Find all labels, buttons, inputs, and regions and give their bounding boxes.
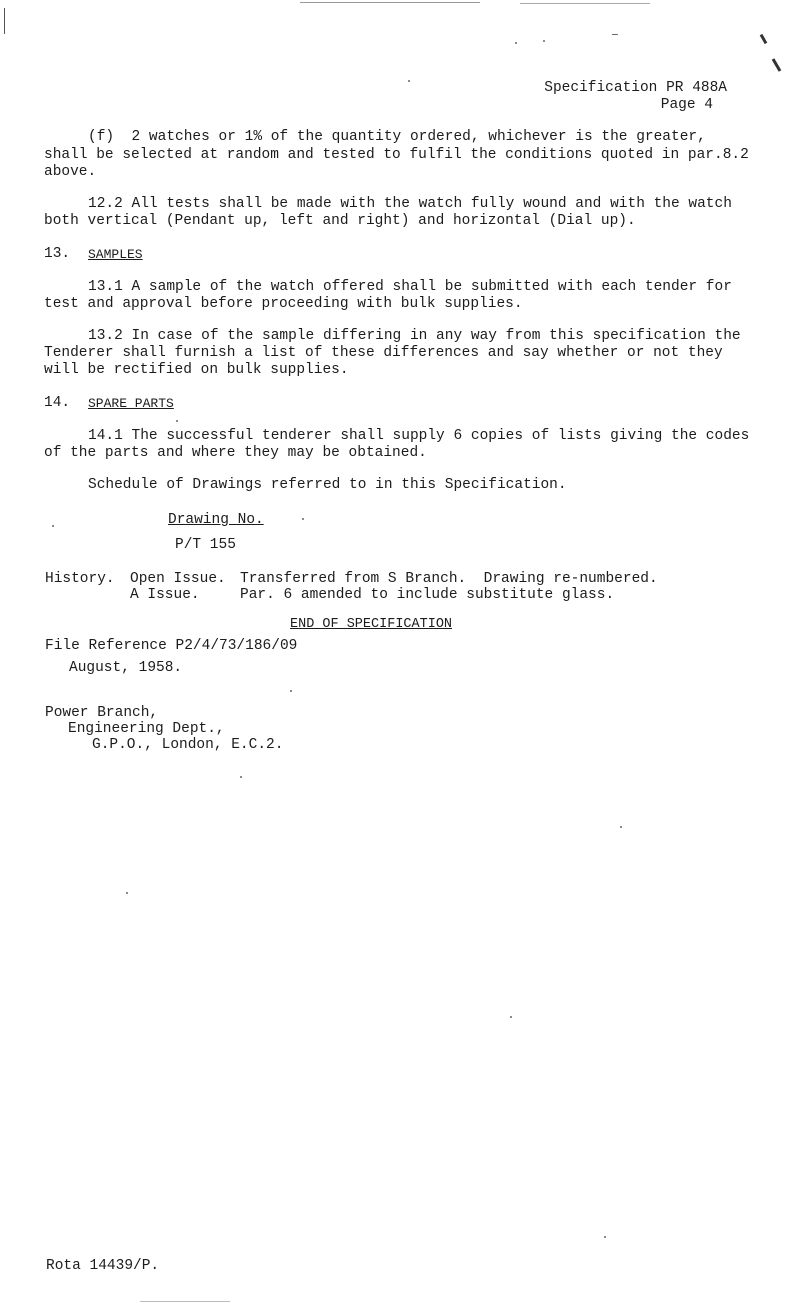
schedule-heading: Schedule of Drawings referred to in this Specification. <box>88 477 567 493</box>
speck <box>126 892 128 894</box>
rota-reference: Rota 14439/P. <box>46 1258 160 1274</box>
text-line: shall be selected at random and tested to fulfil the conditions quoted in par.8.2 <box>44 147 749 163</box>
text-line: above. <box>44 164 97 180</box>
speck <box>52 525 54 527</box>
spec-reference: Specification PR 488A <box>544 80 727 96</box>
address-line: Engineering Dept., <box>68 721 225 737</box>
text-line: 13.2 In case of the sample differing in any way from this specification the <box>88 328 741 344</box>
section-number: 14. <box>44 395 71 411</box>
speck <box>604 1236 606 1238</box>
drawing-number: P/T 155 <box>175 537 236 553</box>
file-reference: File Reference P2/4/73/186/09 <box>45 638 298 654</box>
text-line: will be rectified on bulk supplies. <box>44 362 349 378</box>
speck <box>515 42 517 44</box>
speck <box>240 776 242 778</box>
history-issue: A Issue. <box>130 587 200 603</box>
history-note: Transferred from S Branch. Drawing re-numbered. <box>240 571 658 587</box>
scan-top-rule-2 <box>520 3 650 4</box>
text-line: 13.1 A sample of the watch offered shall be submitted with each tender for <box>88 279 732 295</box>
speck <box>176 420 178 422</box>
section-number: 13. <box>44 246 71 262</box>
speck <box>290 690 292 692</box>
text-line: 14.1 The successful tenderer shall supply 6 copies of lists giving the codes <box>88 428 750 444</box>
text-line: (f) 2 watches or 1% of the quantity ordered, whichever is the greater, <box>88 129 706 145</box>
document-date: August, 1958. <box>69 660 183 676</box>
text-line: test and approval before proceeding with bulk supplies. <box>44 296 523 312</box>
text-line: Tenderer shall furnish a list of these differences and say whether or not they <box>44 345 723 361</box>
history-issue: Open Issue. <box>130 571 226 587</box>
scan-top-rule <box>300 2 480 3</box>
history-note: Par. 6 amended to include substitute glass. <box>240 587 615 603</box>
corner-mark <box>760 34 768 44</box>
speck <box>543 40 545 42</box>
address-line: G.P.O., London, E.C.2. <box>92 737 284 753</box>
section-title: SAMPLES <box>88 247 143 262</box>
speck <box>620 826 622 828</box>
scan-bottom-rule <box>140 1301 230 1302</box>
page-number: Page 4 <box>660 97 713 113</box>
history-label: History. <box>45 571 115 587</box>
text-line: both vertical (Pendant up, left and right) and horizontal (Dial up). <box>44 213 636 229</box>
speck <box>302 518 304 520</box>
scan-edge-line <box>4 8 5 34</box>
drawing-label: Drawing No. <box>168 512 264 528</box>
speck <box>510 1016 512 1018</box>
speck <box>612 34 618 35</box>
text-line: 12.2 All tests shall be made with the watch fully wound and with the watch <box>88 196 732 212</box>
text-line: of the parts and where they may be obtained. <box>44 445 427 461</box>
corner-mark-2 <box>772 58 782 72</box>
address-line: Power Branch, <box>45 705 159 721</box>
end-of-specification: END OF SPECIFICATION <box>290 617 453 632</box>
speck <box>408 80 410 82</box>
section-title: SPARE PARTS <box>88 396 174 411</box>
